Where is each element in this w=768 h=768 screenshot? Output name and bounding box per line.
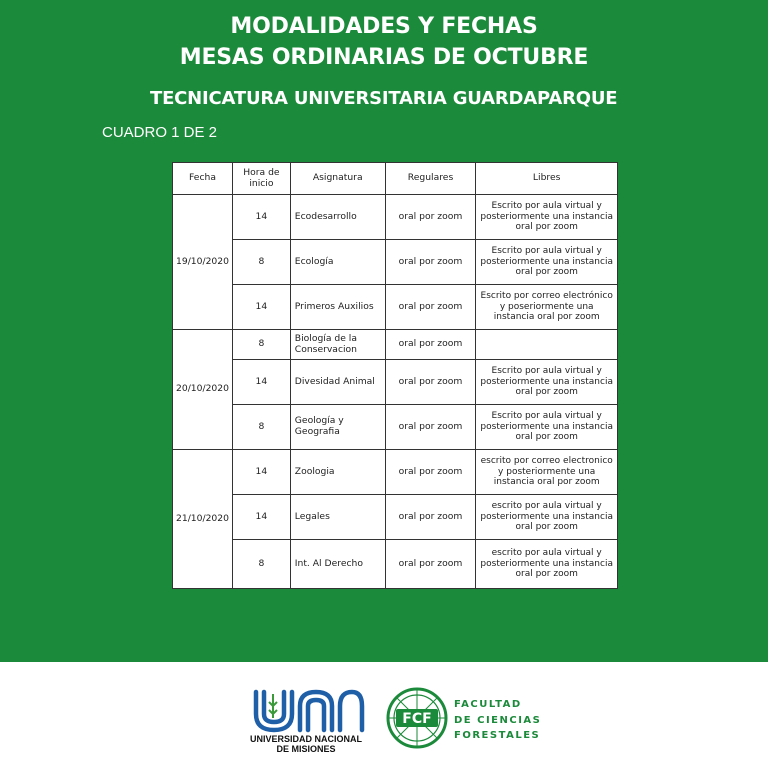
libres-cell: Escrito por correo electrónico y poseriormente una instancia oral por zoom xyxy=(476,285,618,330)
header-libres: Libres xyxy=(476,163,618,195)
header-hora: Hora de inicio xyxy=(232,163,290,195)
exam-schedule-table xyxy=(172,162,618,588)
fcf-line-3: FORESTALES xyxy=(454,730,541,741)
hora-cell: 14 xyxy=(232,450,290,495)
regulares-cell: oral por zoom xyxy=(385,495,476,540)
asignatura-cell: Geología y Geografia xyxy=(290,405,385,450)
regulares-cell: oral por zoom xyxy=(385,285,476,330)
fcf-logo xyxy=(386,687,448,749)
asignatura-cell: Legales xyxy=(290,495,385,540)
hora-cell: 8 xyxy=(232,240,290,285)
title-line-3: TECNICATURA UNIVERSITARIA GUARDAPARQUE xyxy=(150,88,618,109)
title-line-1: MODALIDADES Y FECHAS xyxy=(230,14,538,39)
subtitle: CUADRO 1 DE 2 xyxy=(102,124,218,141)
asignatura-cell: Int. Al Derecho xyxy=(290,540,385,589)
fcf-line-2: DE CIENCIAS xyxy=(454,714,542,726)
libres-cell: escrito por aula virtual y posteriormente una instancia oral por zoom xyxy=(476,540,618,589)
libres-cell: Escrito por aula virtual y posteriormente una instancia oral por zoom xyxy=(476,240,618,285)
libres-cell: Escrito por aula virtual y posteriormente una instancia oral por zoom xyxy=(476,195,618,240)
hora-cell: 14 xyxy=(232,285,290,330)
fcf-name xyxy=(454,697,541,744)
date-cell: 19/10/2020 xyxy=(173,195,233,330)
regulares-cell: oral por zoom xyxy=(385,405,476,450)
schedule-table xyxy=(172,162,618,589)
table-row xyxy=(173,495,618,540)
regulares-cell: oral por zoom xyxy=(385,195,476,240)
hora-cell: 8 xyxy=(232,540,290,589)
libres-cell: escrito por correo electronico y posteriormente una instancia oral por zoom xyxy=(476,450,618,495)
unam-name-line-2: DE MISIONES xyxy=(276,743,336,754)
libres-cell: Escrito por aula virtual y posteriormente una instancia oral por zoom xyxy=(476,360,618,405)
hora-cell: 8 xyxy=(232,405,290,450)
unam-name xyxy=(236,735,376,755)
libres-cell: escrito por aula virtual y posteriormente una instancia oral por zoom xyxy=(476,495,618,540)
hora-cell: 8 xyxy=(232,330,290,360)
table-row xyxy=(173,240,618,285)
asignatura-cell: Divesidad Animal xyxy=(290,360,385,405)
libres-cell xyxy=(476,330,618,360)
table-row xyxy=(173,330,618,360)
regulares-cell: oral por zoom xyxy=(385,450,476,495)
unam-name-line-1: UNIVERSIDAD NACIONAL xyxy=(249,734,362,744)
table-header-row xyxy=(173,163,618,195)
header-regulares: Regulares xyxy=(385,163,476,195)
regulares-cell: oral por zoom xyxy=(385,330,476,360)
asignatura-cell: Primeros Auxilios xyxy=(290,285,385,330)
regulares-cell: oral por zoom xyxy=(385,360,476,405)
libres-cell: Escrito por aula virtual y posteriormente una instancia oral por zoom xyxy=(476,405,618,450)
asignatura-cell: Biología de la Conservacion xyxy=(290,330,385,360)
regulares-cell: oral por zoom xyxy=(385,540,476,589)
title-line-2: MESAS ORDINARIAS DE OCTUBRE xyxy=(179,45,589,70)
asignatura-cell: Ecología xyxy=(290,240,385,285)
hora-cell: 14 xyxy=(232,195,290,240)
date-cell: 21/10/2020 xyxy=(173,450,233,589)
table-row xyxy=(173,540,618,589)
regulares-cell: oral por zoom xyxy=(385,240,476,285)
table-row xyxy=(173,195,618,240)
unam-logo xyxy=(246,684,368,768)
table-row xyxy=(173,360,618,405)
fcf-logo-text: FCF xyxy=(402,711,432,727)
table-row xyxy=(173,285,618,330)
table-row xyxy=(173,405,618,450)
asignatura-cell: Zoologia xyxy=(290,450,385,495)
hora-cell: 14 xyxy=(232,360,290,405)
footer xyxy=(0,662,768,768)
asignatura-cell: Ecodesarrollo xyxy=(290,195,385,240)
table-row xyxy=(173,450,618,495)
hora-cell: 14 xyxy=(232,495,290,540)
header-fecha: Fecha xyxy=(173,163,233,195)
header-asignatura: Asignatura xyxy=(290,163,385,195)
fcf-line-1: FACULTAD xyxy=(454,699,522,710)
date-cell: 20/10/2020 xyxy=(173,330,233,450)
